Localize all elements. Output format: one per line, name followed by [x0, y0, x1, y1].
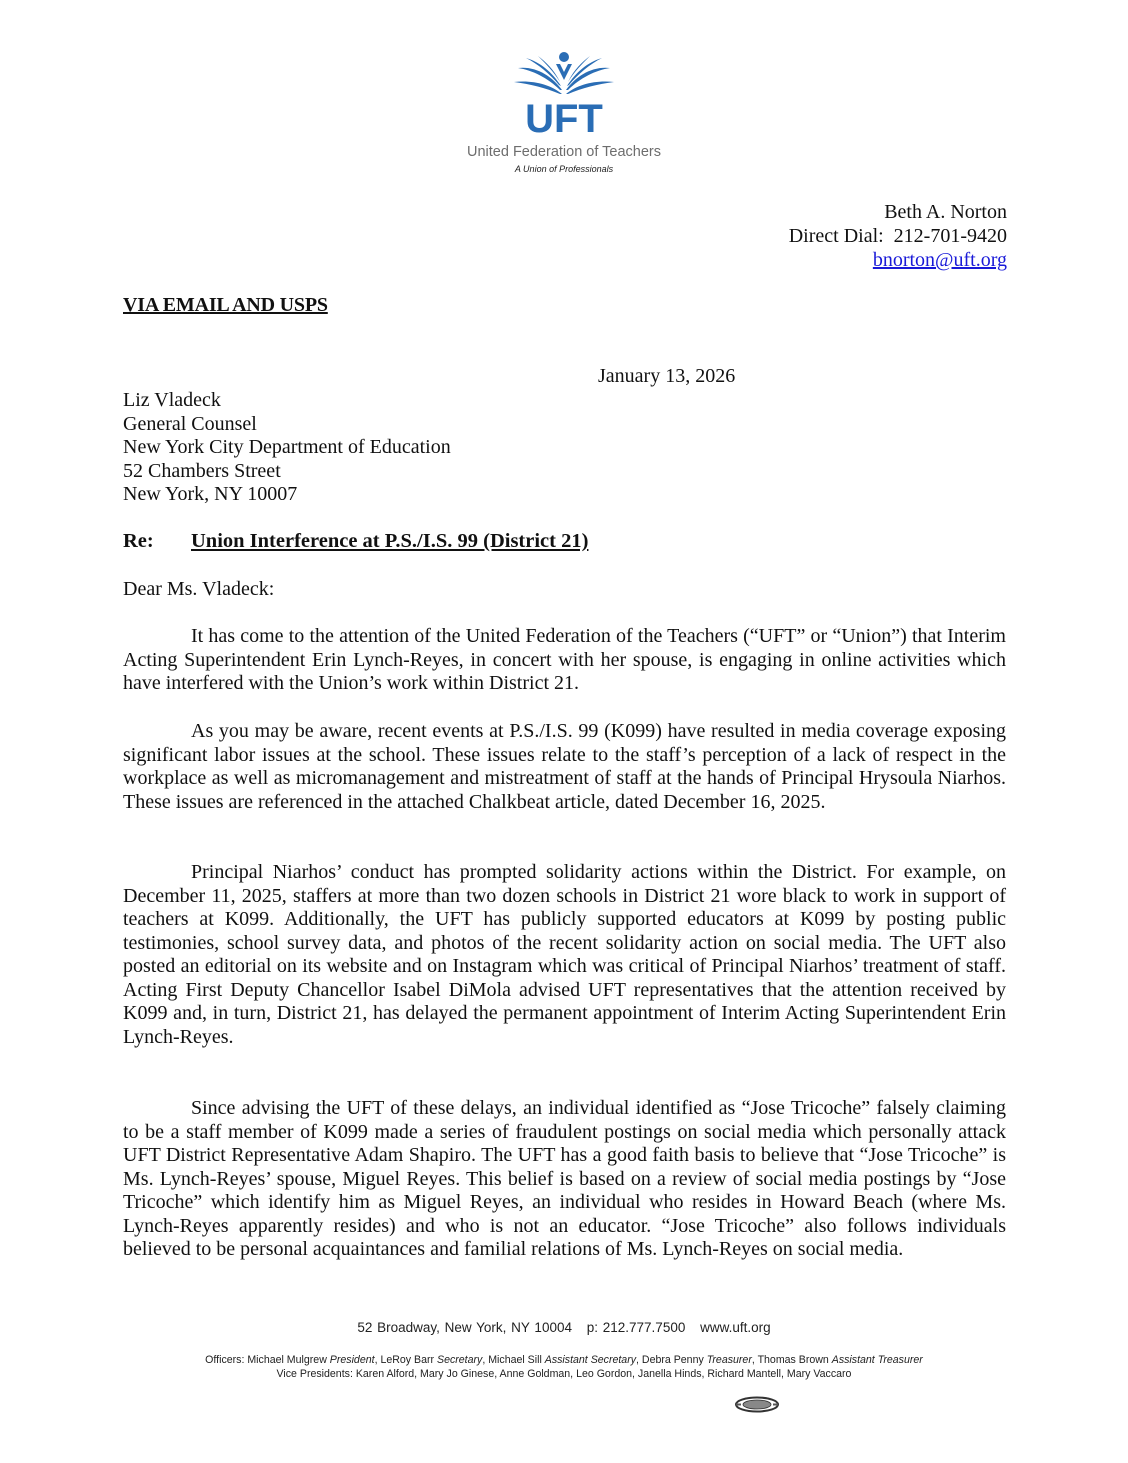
footer-address-line [0, 1320, 1128, 1335]
body-paragraph-4 [123, 1097, 1006, 1262]
footer-phone: p: 212.777.7500 [586, 1320, 686, 1335]
officers-label: Officers: [205, 1354, 245, 1366]
body-paragraph-3 [123, 861, 1006, 1049]
footer-address: 52 Broadway, New York, NY 10004 [357, 1320, 572, 1335]
officer-role: Treasurer [706, 1354, 752, 1366]
body-paragraph-2 [123, 720, 1006, 814]
officer-role: Assistant Secretary [544, 1354, 637, 1366]
officers-line: Officers: Michael Mulgrew President, LeRoy Barr Secretary, Michael Sill Assistant Secretary, Debra Penny Treasurer, Thomas Brown Assistant Treasurer [205, 1354, 923, 1366]
footer-website[interactable]: www.uft.org [700, 1320, 771, 1335]
vice-presidents-line [0, 1368, 1128, 1382]
body-paragraph-1 [123, 625, 1006, 696]
paragraph-text: Since advising the UFT of these delays, an individual identified as “Jose Tricoche” falsely claiming to be a staff member of K099 made a series of fraudulent postings on social media which personally attack UFT District Representative Adam Shapiro. The UFT has a good faith basis to believe that “Jose Tricoche” is Ms. Lynch-Reyes’ spouse, Miguel Reyes. This belief is based on a review of social media postings by “Jose Tricoche” which identify him as Miguel Reyes, an individual who resides in Howard Beach (where Ms. Lynch-Reyes apparently resides) and who is not an educator. “Jose Tricoche” also follows individuals believed to be personal acquaintances and familial relations of Ms. Lynch-Reyes on social media. [123, 1097, 1006, 1260]
recipient-organization: New York City Department of Education [123, 436, 451, 458]
officer-role: Assistant Treasurer [831, 1354, 923, 1366]
uft-logo-icon [512, 50, 616, 136]
officer-name: Debra Penny [641, 1354, 704, 1366]
vp-label: Vice Presidents: [276, 1367, 353, 1380]
sender-block [789, 200, 1007, 272]
vp-names: Karen Alford, Mary Jo Ginese, Anne Goldman, Leo Gordon, Janella Hinds, Richard Mantell, Mary Vaccaro [355, 1367, 852, 1380]
salutation: Dear Ms. Vladeck: [123, 578, 275, 600]
letter-date: January 13, 2026 [598, 365, 736, 387]
recipient-block [123, 389, 451, 507]
officer-name: LeRoy Barr [380, 1354, 435, 1366]
officer-role: President [329, 1354, 375, 1366]
paragraph-text: It has come to the attention of the United Federation of the Teachers (“UFT” or “Union”) that Interim Acting Superintendent Erin Lynch-Reyes, in concert with her spouse, is engaging in online activities which have interfered with the Union’s work within District 21. [123, 625, 1006, 694]
organization-name: United Federation of Teachers [467, 144, 661, 160]
subject-label: Re: [123, 530, 154, 552]
recipient-street: 52 Chambers Street [123, 459, 281, 482]
delivery-method: VIA EMAIL AND USPS [123, 294, 328, 316]
union-label-icon [734, 1396, 780, 1413]
officer-name: Michael Sill [488, 1354, 542, 1366]
officer-name: Michael Mulgrew [247, 1354, 327, 1366]
paragraph-text: As you may be aware, recent events at P.S./I.S. 99 (K099) have resulted in media coverage exposing significant labor issues at the school. These issues relate to the staff’s perception of a lack of respect in the workplace as well as micromanagement and mistreatment of staff at the hands of Principal Hrysoula Niarhos. These issues are referenced in the attached Chalkbeat article, dated December 16, 2025. [123, 720, 1006, 813]
sender-name: Beth A. Norton [884, 201, 1007, 223]
sender-email-link[interactable]: bnorton@uft.org [872, 249, 1007, 271]
subject-line [123, 530, 588, 553]
svg-text:UFT: UFT [525, 97, 603, 136]
subject-text: Union Interference at P.S./I.S. 99 (District 21) [191, 530, 589, 552]
recipient-title: General Counsel [123, 412, 257, 435]
footer-officers [0, 1354, 1128, 1381]
officer-name: Thomas Brown [757, 1354, 829, 1366]
sender-direct-dial: Direct Dial: 212-701-9420 [788, 225, 1007, 247]
paragraph-text: Principal Niarhos’ conduct has prompted solidarity actions within the District. For example, on December 11, 2025, staffers at more than two dozen schools in District 21 wore black to work in support of teachers at K099. Additionally, the UFT has publicly supported educators at K099 by posting public testimonies, school survey data, and photos of the recent solidarity action on social media. The UFT also posted an editorial on its website and on Instagram which was critical of Principal Niarhos’ treatment of staff. Acting First Deputy Chancellor Isabel DiMola advised UFT representatives that the attention received by K099 and, in turn, District 21, has delayed the permanent appointment of Interim Acting Superintendent Erin Lynch-Reyes. [123, 861, 1006, 1048]
officer-role: Secretary [437, 1354, 483, 1366]
organization-tagline: A Union of Professionals [514, 164, 614, 174]
recipient-name: Liz Vladeck [123, 389, 221, 411]
recipient-city: New York, NY 10007 [123, 483, 298, 505]
